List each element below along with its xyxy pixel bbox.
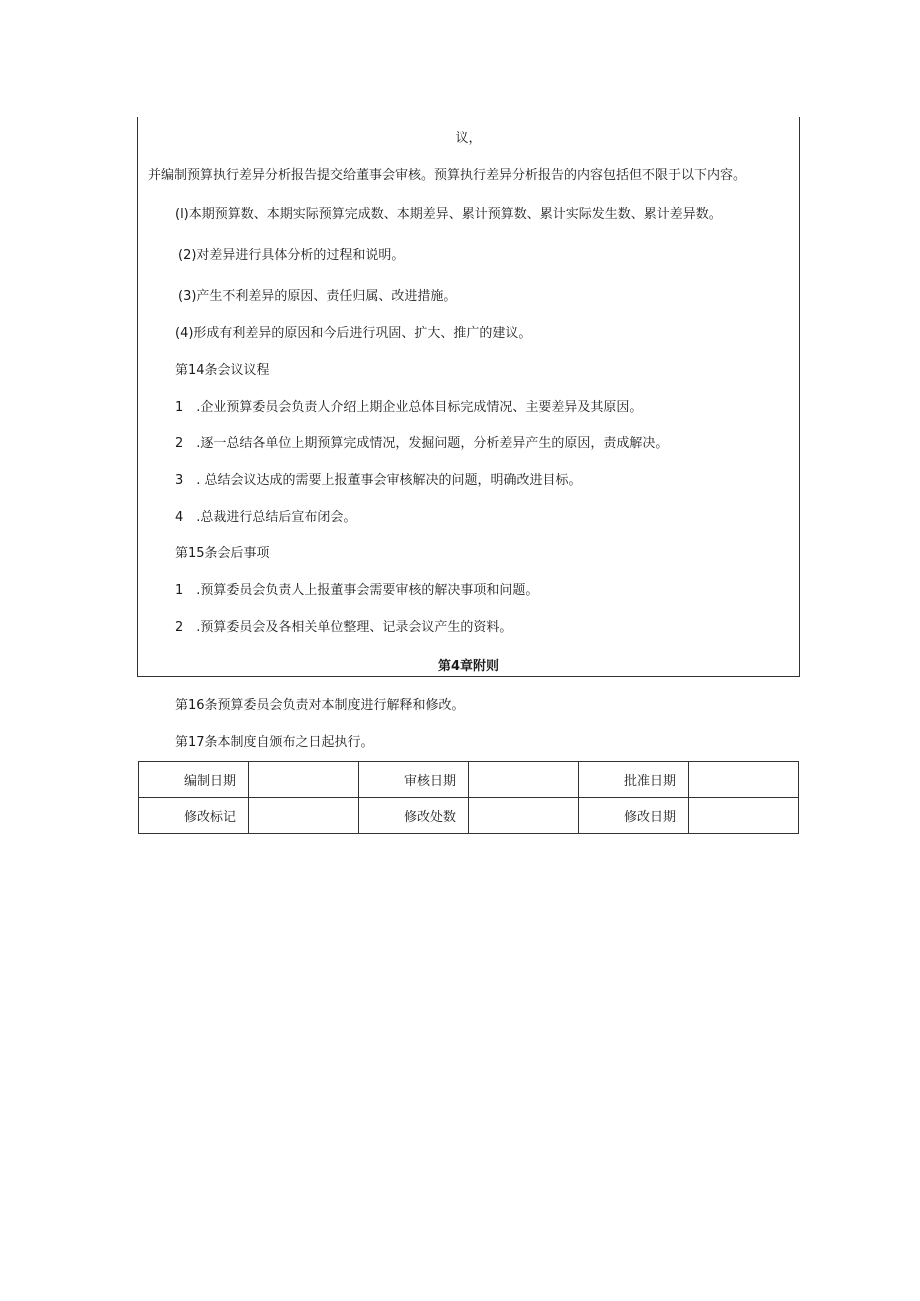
article-15-item-1: 1 .预算委员会负责人上报董事会需要审核的解决事项和问题。 <box>175 583 539 598</box>
report-item-4: (4)形成有利差异的原因和今后进行巩固、扩大、推广的建议。 <box>175 326 532 341</box>
article-14-item-1: 1 .企业预算委员会负责人介绍上期企业总体目标完成情况、主要差异及其原因。 <box>175 400 643 415</box>
article-15-title: 第15条会后事项 <box>175 546 270 561</box>
compile-date-value <box>249 762 359 798</box>
review-date-value <box>469 762 579 798</box>
continuation-text: 议， <box>455 131 482 146</box>
revision-date-label: 修改日期 <box>579 798 689 834</box>
article-15-item-2: 2 .预算委员会及各相关单位整理、记录会议产生的资料。 <box>175 620 513 635</box>
revision-mark-label: 修改标记 <box>139 798 249 834</box>
table-row <box>139 762 799 798</box>
revision-count-label: 修改处数 <box>359 798 469 834</box>
chapter-4-heading: 第4章附则 <box>437 659 500 674</box>
report-item-3: (3)产生不利差异的原因、责任归属、改进措施。 <box>178 289 457 304</box>
report-paragraph: 并编制预算执行差异分析报告提交给董事会审核。预算执行差异分析报告的内容包括但不限于以下内容。 <box>148 168 747 183</box>
article-16: 第16条预算委员会负责对本制度进行解释和修改。 <box>175 698 465 713</box>
article-17: 第17条本制度自颁布之日起执行。 <box>175 735 374 750</box>
table-row <box>139 798 799 834</box>
sign-off-table <box>138 761 799 834</box>
report-item-2: (2)对差异进行具体分析的过程和说明。 <box>178 248 405 263</box>
article-14-title: 第14条会议议程 <box>175 363 270 378</box>
article-14-item-2: 2 .逐一总结各单位上期预算完成情况，发掘问题，分析差异产生的原因，责成解决。 <box>175 436 669 451</box>
review-date-label: 审核日期 <box>359 762 469 798</box>
approval-date-label: 批准日期 <box>579 762 689 798</box>
revision-date-value <box>689 798 799 834</box>
approval-date-value <box>689 762 799 798</box>
article-14-item-3: 3 . 总结会议达成的需要上报董事会审核解决的问题，明确改进目标。 <box>175 473 582 488</box>
revision-mark-value <box>249 798 359 834</box>
revision-count-value <box>469 798 579 834</box>
compile-date-label: 编制日期 <box>139 762 249 798</box>
article-14-item-4: 4 .总裁进行总结后宣布闭会。 <box>175 510 357 525</box>
report-item-1: (l)本期预算数、本期实际预算完成数、本期差异、累计预算数、累计实际发生数、累计差异数。 <box>175 207 722 222</box>
